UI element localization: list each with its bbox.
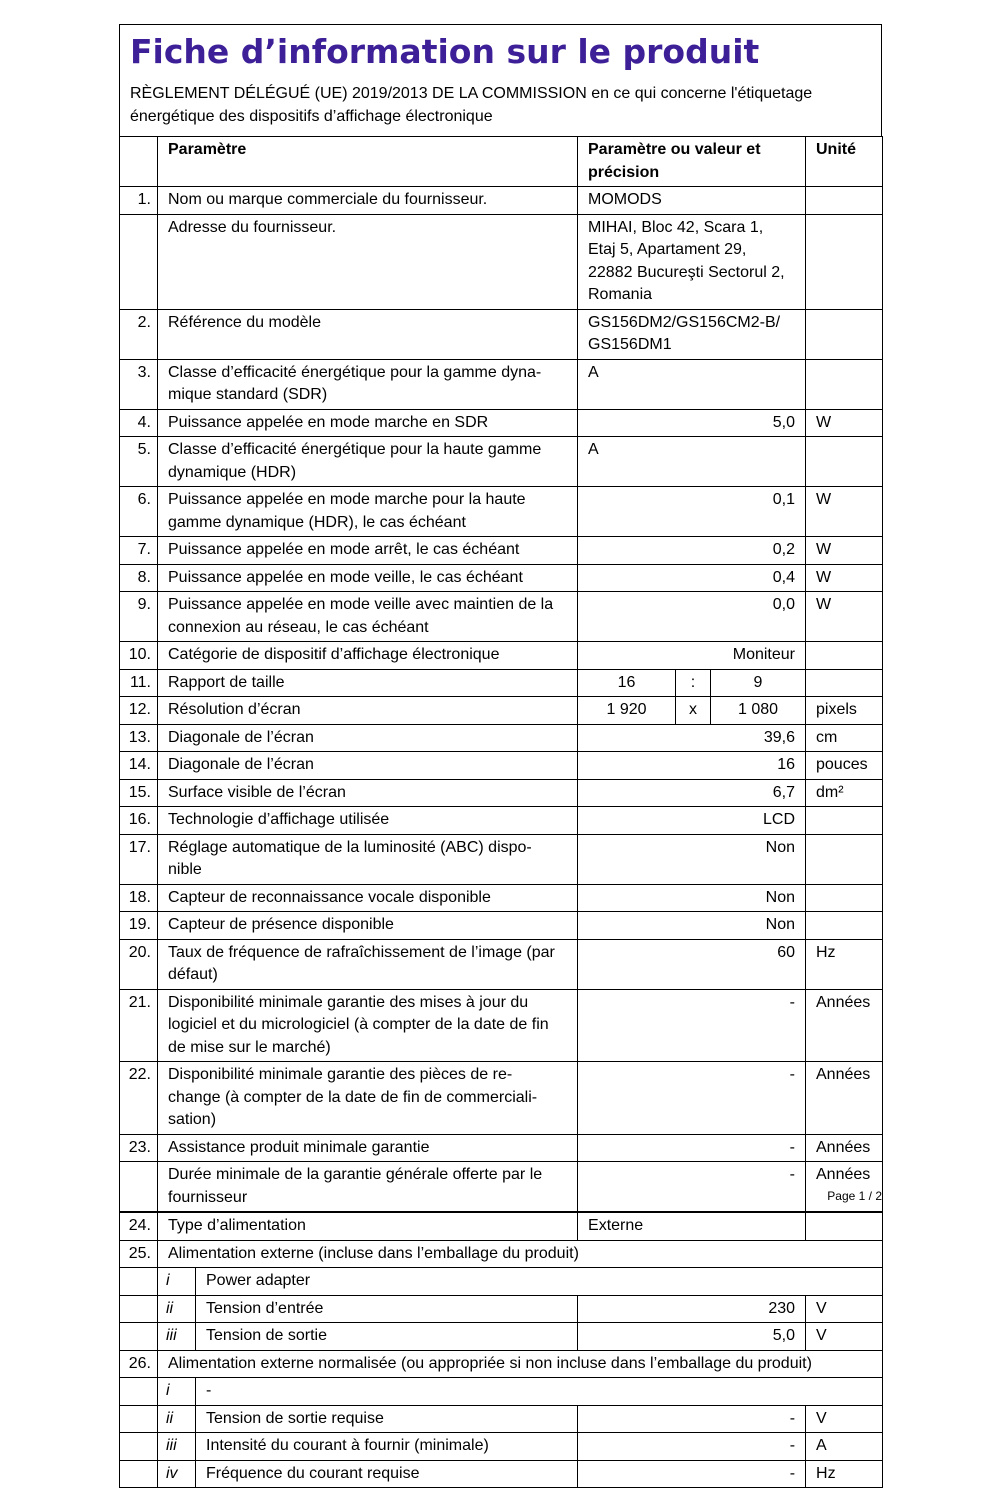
parameter-label: Diagonale de l’écran bbox=[158, 724, 578, 752]
sub-parameter-label: Fréquence du courant requise bbox=[196, 1460, 578, 1488]
parameter-value: 0,2 bbox=[578, 537, 806, 565]
sub-index: iii bbox=[158, 1323, 196, 1351]
column-header-value: Paramètre ou valeur et précision bbox=[578, 137, 806, 187]
table-row bbox=[120, 537, 883, 565]
table-row bbox=[120, 642, 883, 670]
parameter-value: 60 bbox=[578, 939, 806, 989]
unit-cell bbox=[806, 912, 883, 940]
unit-cell bbox=[806, 359, 883, 409]
table-row bbox=[120, 1134, 883, 1162]
sub-parameter-label: Intensité du courant à fournir (minimale) bbox=[196, 1433, 578, 1461]
sub-parameter-value: - bbox=[578, 1405, 806, 1433]
parameter-value: 0,4 bbox=[578, 564, 806, 592]
parameter-label: Assistance produit minimale garantie bbox=[158, 1134, 578, 1162]
unit-cell: Années bbox=[806, 1162, 883, 1212]
parameter-label: Réglage automatique de la luminosité (ABC) dispo- nible bbox=[158, 834, 578, 884]
sub-row bbox=[120, 1268, 883, 1296]
table-row bbox=[120, 187, 883, 215]
table-row bbox=[120, 487, 883, 537]
unit-cell bbox=[806, 884, 883, 912]
row-number: 19. bbox=[120, 912, 158, 940]
section-label: Alimentation externe normalisée (ou appropriée si non incluse dans l’emballage du produit) bbox=[158, 1350, 883, 1378]
sub-parameter-value: - bbox=[578, 1460, 806, 1488]
parameter-table bbox=[119, 136, 883, 1212]
table-row bbox=[120, 409, 883, 437]
sub-row-spacer bbox=[120, 1433, 158, 1461]
product-sheet-page-1 bbox=[119, 24, 882, 1212]
row-number: 24. bbox=[120, 1213, 158, 1241]
row-number: 9. bbox=[120, 592, 158, 642]
row-number: 16. bbox=[120, 807, 158, 835]
sub-index: i bbox=[158, 1268, 196, 1296]
parameter-value: - bbox=[578, 989, 806, 1062]
table-row bbox=[120, 564, 883, 592]
parameter-value: A bbox=[578, 359, 806, 409]
parameter-label: Nom ou marque commerciale du fournisseur. bbox=[158, 187, 578, 215]
value-separator: : bbox=[676, 669, 711, 697]
unit-cell: Hz bbox=[806, 939, 883, 989]
parameter-label: Durée minimale de la garantie générale offerte par le fournisseur bbox=[158, 1162, 578, 1212]
sub-row-spacer bbox=[120, 1460, 158, 1488]
unit-cell bbox=[806, 642, 883, 670]
table-header-row bbox=[120, 137, 883, 187]
parameter-label: Puissance appelée en mode marche pour la haute gamme dynamique (HDR), le cas échéant bbox=[158, 487, 578, 537]
unit-cell bbox=[806, 1213, 883, 1241]
table-row bbox=[120, 989, 883, 1062]
unit-cell: Années bbox=[806, 1134, 883, 1162]
sub-parameter-label: Tension de sortie requise bbox=[196, 1405, 578, 1433]
unit-cell: W bbox=[806, 564, 883, 592]
table-row bbox=[120, 752, 883, 780]
value-separator: x bbox=[676, 697, 711, 725]
row-number: 20. bbox=[120, 939, 158, 989]
parameter-label: Puissance appelée en mode arrêt, le cas échéant bbox=[158, 537, 578, 565]
parameter-label: Classe d’efficacité énergétique pour la gamme dyna- mique standard (SDR) bbox=[158, 359, 578, 409]
unit-cell: W bbox=[806, 409, 883, 437]
unit-cell bbox=[806, 214, 883, 309]
sub-row bbox=[120, 1433, 883, 1461]
sub-row-spacer bbox=[120, 1295, 158, 1323]
row-number: 4. bbox=[120, 409, 158, 437]
parameter-value: 0,1 bbox=[578, 487, 806, 537]
unit-cell: Années bbox=[806, 989, 883, 1062]
parameter-value: MIHAI, Bloc 42, Scara 1, Etaj 5, Apartament 29, 22882 Bucureşti Sectorul 2, Romania bbox=[578, 214, 806, 309]
parameter-label: Résolution d’écran bbox=[158, 697, 578, 725]
sub-row bbox=[120, 1378, 883, 1406]
row-number: 26. bbox=[120, 1350, 158, 1378]
unit-cell: dm² bbox=[806, 779, 883, 807]
parameter-value: - bbox=[578, 1162, 806, 1212]
table-row bbox=[120, 309, 883, 359]
sub-row-spacer bbox=[120, 1378, 158, 1406]
parameter-label: Puissance appelée en mode veille, le cas échéant bbox=[158, 564, 578, 592]
sub-index: iii bbox=[158, 1433, 196, 1461]
row-number: 21. bbox=[120, 989, 158, 1062]
parameter-label: Classe d’efficacité énergétique pour la haute gamme dynamique (HDR) bbox=[158, 437, 578, 487]
table-row bbox=[120, 592, 883, 642]
parameter-value: Externe bbox=[578, 1213, 806, 1241]
parameter-value: 39,6 bbox=[578, 724, 806, 752]
unit-cell bbox=[806, 309, 883, 359]
ratio-row bbox=[120, 669, 883, 697]
unit-cell bbox=[806, 669, 883, 697]
row-number: 23. bbox=[120, 1134, 158, 1162]
resolution-row bbox=[120, 697, 883, 725]
row-number: 22. bbox=[120, 1062, 158, 1135]
parameter-label: Capteur de présence disponible bbox=[158, 912, 578, 940]
value-b: 9 bbox=[711, 669, 806, 697]
table-row bbox=[120, 1062, 883, 1135]
column-header-unit: Unité bbox=[806, 137, 883, 187]
parameter-label: Rapport de taille bbox=[158, 669, 578, 697]
parameter-value: Non bbox=[578, 884, 806, 912]
row-number bbox=[120, 1162, 158, 1212]
parameter-label: Disponibilité minimale garantie des pièces de re- change (à compter de la date de fin de commerciali- sation) bbox=[158, 1062, 578, 1135]
section-label: Alimentation externe (incluse dans l’emballage du produit) bbox=[158, 1240, 883, 1268]
parameter-label: Adresse du fournisseur. bbox=[158, 214, 578, 309]
parameter-value: LCD bbox=[578, 807, 806, 835]
row-number: 2. bbox=[120, 309, 158, 359]
sub-row bbox=[120, 1460, 883, 1488]
parameter-value: 5,0 bbox=[578, 409, 806, 437]
row-number: 6. bbox=[120, 487, 158, 537]
sub-index: i bbox=[158, 1378, 196, 1406]
row-number: 5. bbox=[120, 437, 158, 487]
sub-parameter-label: Power adapter bbox=[196, 1268, 883, 1296]
sub-parameter-label: Tension de sortie bbox=[196, 1323, 578, 1351]
parameter-label: Type d’alimentation bbox=[158, 1213, 578, 1241]
parameter-label: Puissance appelée en mode marche en SDR bbox=[158, 409, 578, 437]
parameter-value: 6,7 bbox=[578, 779, 806, 807]
row-number bbox=[120, 214, 158, 309]
parameter-label: Puissance appelée en mode veille avec maintien de la connexion au réseau, le cas échéant bbox=[158, 592, 578, 642]
unit-cell: V bbox=[806, 1323, 883, 1351]
table-row bbox=[120, 884, 883, 912]
unit-cell: cm bbox=[806, 724, 883, 752]
table-row bbox=[120, 939, 883, 989]
value-b: 1 080 bbox=[711, 697, 806, 725]
parameter-label: Taux de fréquence de rafraîchissement de l’image (par défaut) bbox=[158, 939, 578, 989]
unit-cell bbox=[806, 834, 883, 884]
parameter-value: 0,0 bbox=[578, 592, 806, 642]
parameter-label: Disponibilité minimale garantie des mises à jour du logiciel et du micrologiciel (à compter de la date de fin de mise sur le marché) bbox=[158, 989, 578, 1062]
table-row bbox=[120, 214, 883, 309]
unit-cell: W bbox=[806, 537, 883, 565]
row-number: 1. bbox=[120, 187, 158, 215]
header-num-cell bbox=[120, 137, 158, 187]
unit-cell bbox=[806, 437, 883, 487]
row-number: 8. bbox=[120, 564, 158, 592]
table-row bbox=[120, 724, 883, 752]
parameter-value: Non bbox=[578, 912, 806, 940]
unit-cell: Années bbox=[806, 1062, 883, 1135]
value-a: 1 920 bbox=[578, 697, 676, 725]
unit-cell: V bbox=[806, 1295, 883, 1323]
product-sheet-page-2 bbox=[119, 1212, 882, 1488]
value-a: 16 bbox=[578, 669, 676, 697]
row-number: 14. bbox=[120, 752, 158, 780]
row-number: 15. bbox=[120, 779, 158, 807]
regulation-subtitle: RÈGLEMENT DÉLÉGUÉ (UE) 2019/2013 DE LA COMMISSION en ce qui concerne l'étiquetage énergétique des dispositifs d’affichage électronique bbox=[130, 85, 813, 125]
parameter-value: - bbox=[578, 1062, 806, 1135]
unit-cell: pouces bbox=[806, 752, 883, 780]
unit-cell: pixels bbox=[806, 697, 883, 725]
sub-row bbox=[120, 1323, 883, 1351]
row-number: 25. bbox=[120, 1240, 158, 1268]
sub-parameter-label: - bbox=[196, 1378, 883, 1406]
column-header-param: Paramètre bbox=[158, 137, 578, 187]
row-number: 11. bbox=[120, 669, 158, 697]
unit-cell: W bbox=[806, 487, 883, 537]
page-title: Fiche d’information sur le produit bbox=[130, 32, 760, 71]
parameter-value: A bbox=[578, 437, 806, 487]
parameter-value: GS156DM2/GS156CM2-B/ GS156DM1 bbox=[578, 309, 806, 359]
sub-parameter-value: 5,0 bbox=[578, 1323, 806, 1351]
row-number: 13. bbox=[120, 724, 158, 752]
row-number: 7. bbox=[120, 537, 158, 565]
sub-parameter-value: - bbox=[578, 1433, 806, 1461]
parameter-value: - bbox=[578, 1134, 806, 1162]
table-row bbox=[120, 437, 883, 487]
row-number: 3. bbox=[120, 359, 158, 409]
parameter-value: MOMODS bbox=[578, 187, 806, 215]
table-row bbox=[120, 834, 883, 884]
table-row bbox=[120, 1162, 883, 1212]
sub-index: ii bbox=[158, 1295, 196, 1323]
power-supply-table bbox=[119, 1212, 883, 1488]
sub-index: ii bbox=[158, 1405, 196, 1433]
section-row bbox=[120, 1350, 883, 1378]
sub-row bbox=[120, 1295, 883, 1323]
row-number: 17. bbox=[120, 834, 158, 884]
unit-cell: A bbox=[806, 1433, 883, 1461]
sub-row-spacer bbox=[120, 1405, 158, 1433]
sub-row-spacer bbox=[120, 1323, 158, 1351]
table-row bbox=[120, 359, 883, 409]
row-number: 18. bbox=[120, 884, 158, 912]
unit-cell: V bbox=[806, 1405, 883, 1433]
table-row bbox=[120, 912, 883, 940]
header-box bbox=[119, 24, 882, 136]
sub-parameter-value: 230 bbox=[578, 1295, 806, 1323]
parameter-label: Catégorie de dispositif d’affichage électronique bbox=[158, 642, 578, 670]
page-number: Page 1 / 2 bbox=[827, 1189, 882, 1203]
table-row bbox=[120, 779, 883, 807]
sub-parameter-label: Tension d’entrée bbox=[196, 1295, 578, 1323]
parameter-label: Référence du modèle bbox=[158, 309, 578, 359]
parameter-label: Capteur de reconnaissance vocale disponible bbox=[158, 884, 578, 912]
parameter-label: Diagonale de l’écran bbox=[158, 752, 578, 780]
sub-row-spacer bbox=[120, 1268, 158, 1296]
parameter-value: 16 bbox=[578, 752, 806, 780]
table-row bbox=[120, 807, 883, 835]
unit-cell: W bbox=[806, 592, 883, 642]
parameter-label: Surface visible de l’écran bbox=[158, 779, 578, 807]
table-row bbox=[120, 1213, 883, 1241]
unit-cell: Hz bbox=[806, 1460, 883, 1488]
section-row bbox=[120, 1240, 883, 1268]
sub-index: iv bbox=[158, 1460, 196, 1488]
parameter-value: Moniteur bbox=[578, 642, 806, 670]
sub-row bbox=[120, 1405, 883, 1433]
unit-cell bbox=[806, 187, 883, 215]
row-number: 12. bbox=[120, 697, 158, 725]
unit-cell bbox=[806, 807, 883, 835]
parameter-value: Non bbox=[578, 834, 806, 884]
row-number: 10. bbox=[120, 642, 158, 670]
parameter-label: Technologie d’affichage utilisée bbox=[158, 807, 578, 835]
